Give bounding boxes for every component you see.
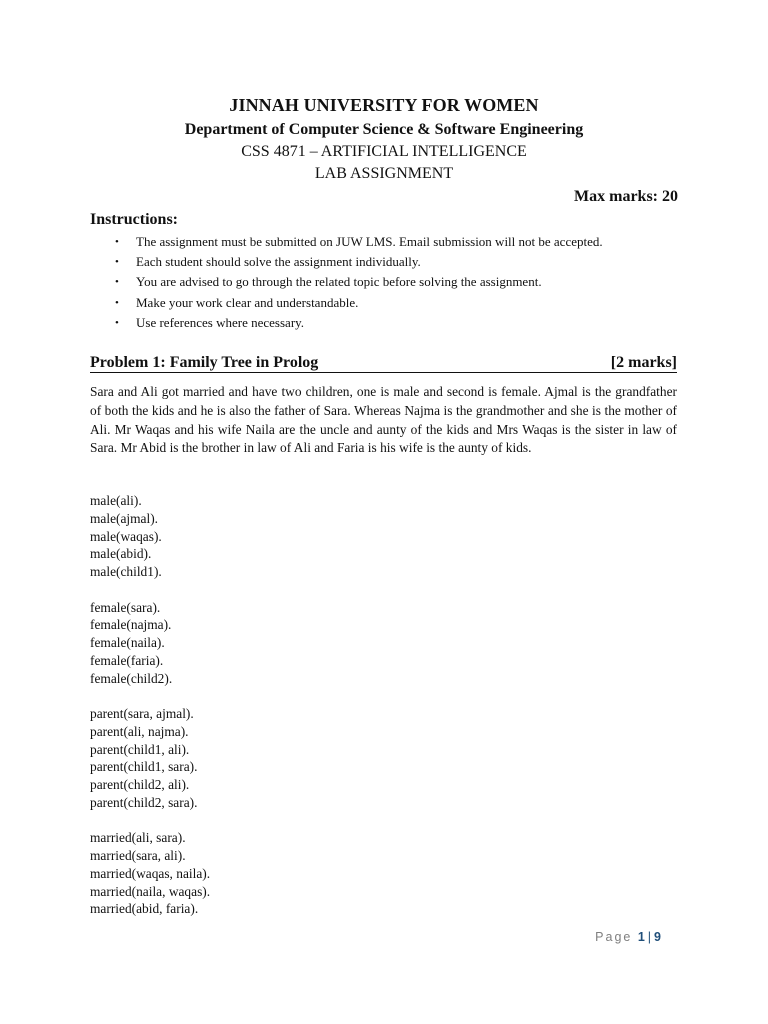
instructions-heading: Instructions: xyxy=(90,211,179,228)
instruction-item xyxy=(90,293,690,313)
married-facts xyxy=(90,829,490,918)
page-separator: | xyxy=(647,930,652,944)
bullet-icon: • xyxy=(115,316,119,329)
female-facts xyxy=(90,599,490,688)
fact-line: married(naila, waqas). xyxy=(90,883,211,899)
instruction-item xyxy=(90,272,690,292)
instruction-text: Use references where necessary. xyxy=(136,314,305,330)
total-pages: 9 xyxy=(654,930,661,944)
fact-line: female(sara). xyxy=(90,599,161,615)
fact-line: married(waqas, naila). xyxy=(90,865,211,881)
male-facts xyxy=(90,492,490,581)
instruction-item xyxy=(90,313,690,333)
instruction-item xyxy=(90,232,690,252)
fact-line: male(ali). xyxy=(90,493,142,508)
bullet-icon: • xyxy=(115,256,119,269)
fact-line: parent(ali, najma). xyxy=(90,723,189,739)
fact-line: female(child2). xyxy=(90,670,173,686)
fact-line: parent(child1, ali). xyxy=(90,741,190,757)
instructions-list xyxy=(90,232,690,333)
fact-line: married(abid, faria). xyxy=(90,901,199,917)
fact-line: parent(sara, ajmal). xyxy=(90,706,194,721)
bullet-icon: • xyxy=(115,236,119,248)
fact-line: male(child1). xyxy=(90,564,162,579)
instruction-item xyxy=(90,252,690,272)
parent-facts xyxy=(90,705,490,812)
fact-line: male(waqas). xyxy=(90,528,162,544)
fact-line: married(sara, ali). xyxy=(90,848,186,863)
fact-line: female(faria). xyxy=(90,652,164,668)
course-title: CSS 4871 – ARTIFICIAL INTELLIGENCE xyxy=(241,143,527,160)
fact-line: male(abid). xyxy=(90,546,152,562)
fact-line: parent(child1, sara). xyxy=(90,759,198,775)
problem-1-marks: [2 marks] xyxy=(610,354,677,371)
fact-line: parent(child2, sara). xyxy=(90,794,198,810)
department-name: Department of Computer Science & Software Engineering xyxy=(184,121,584,138)
problem-1-title: Problem 1: Family Tree in Prolog xyxy=(90,354,319,371)
problem-1-description: Sara and Ali got married and have two children, one is male and second is female. Ajmal is the grandfather of both the kids and he is also the father of Sara. Whereas Najma is the grandmother and she is the mother of Ali. Mr Waqas and his wife Naila are the uncle and aunty of the kids and Mrs Waqas is the sister in law of Sara. Mr Abid is the brother in law of Ali and Faria is his wife is the aunty of kids. xyxy=(90,384,677,456)
instruction-text: The assignment must be submitted on JUW LMS. Email submission will not be accepted. xyxy=(136,234,603,249)
fact-line: female(naila). xyxy=(90,635,165,650)
fact-line: parent(child2, ali). xyxy=(90,777,190,792)
page-label: Page xyxy=(595,930,633,944)
instruction-text: Each student should solve the assignment individually. xyxy=(136,254,421,270)
assignment-title: LAB ASSIGNMENT xyxy=(314,165,454,182)
bullet-icon: • xyxy=(115,296,119,309)
prolog-facts xyxy=(90,492,490,936)
page-footer xyxy=(595,930,661,944)
bullet-icon: • xyxy=(115,276,119,289)
university-name: JINNAH UNIVERSITY FOR WOMEN xyxy=(229,95,539,115)
instruction-text: You are advised to go through the related topic before solving the assignment. xyxy=(136,274,542,290)
fact-line: male(ajmal). xyxy=(90,510,159,526)
document-header xyxy=(90,94,678,185)
problem-1-heading xyxy=(90,352,677,373)
instruction-text: Make your work clear and understandable. xyxy=(136,294,359,310)
fact-line: married(ali, sara). xyxy=(90,830,186,846)
fact-line: female(najma). xyxy=(90,617,172,633)
current-page-number: 1 xyxy=(637,930,645,944)
max-marks: Max marks: 20 xyxy=(574,188,678,205)
